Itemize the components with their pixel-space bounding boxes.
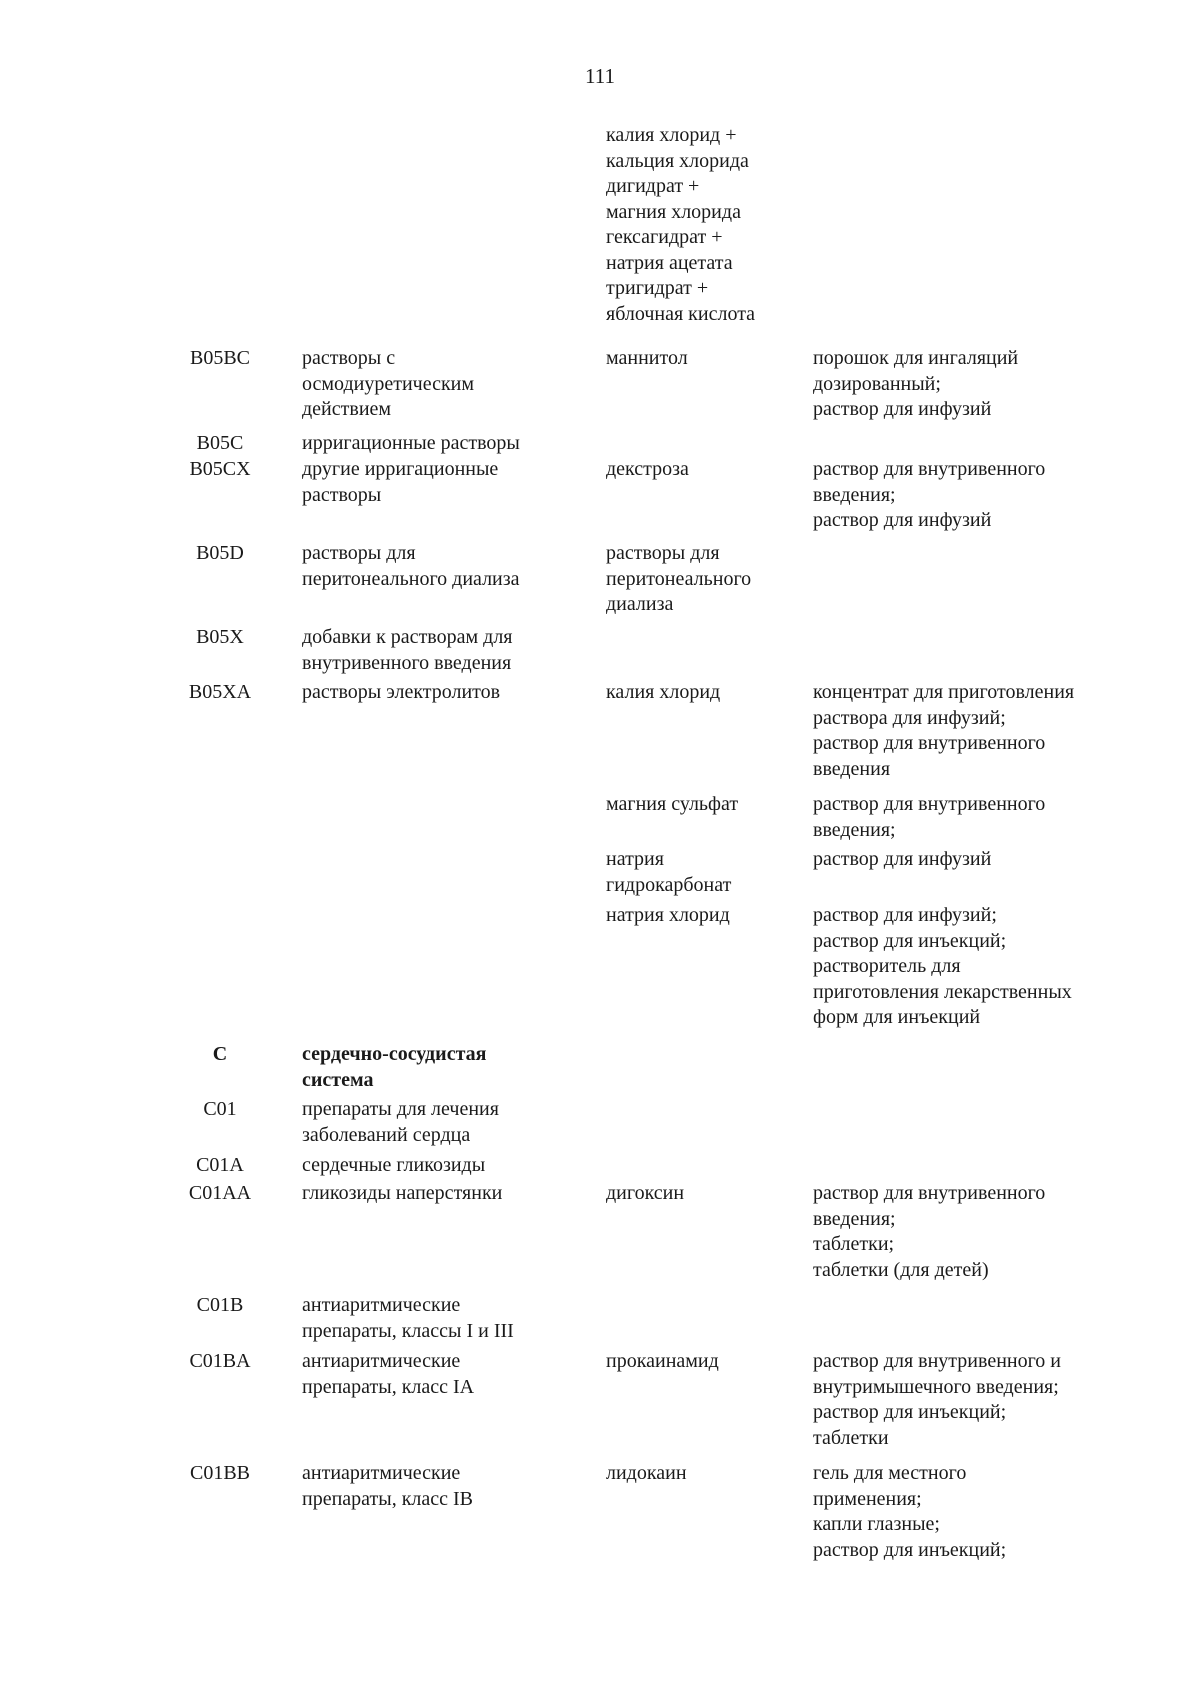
text-line: дигидрат + [606, 175, 700, 197]
text-line: растворитель для [813, 955, 961, 977]
atc-code [165, 1461, 275, 1487]
anatomical-group [302, 1153, 587, 1179]
text-line: натрия [606, 848, 664, 870]
text-line: раствор для инфузий [813, 509, 992, 531]
anatomical-group [302, 1461, 587, 1512]
text-line: B05BC [189, 347, 251, 369]
atc-code [165, 346, 275, 372]
text-line: раствор для инъекций; [813, 1538, 1007, 1561]
text-line: магния сульфат [606, 793, 739, 815]
drug-name [606, 1461, 801, 1487]
text-line: декстроза [606, 458, 689, 480]
anatomical-group [302, 1042, 587, 1093]
anatomical-group [302, 680, 587, 706]
drug-name [606, 1349, 801, 1375]
text-line: раствор для внутривенного [813, 732, 1046, 754]
text-line: B05XA [188, 681, 252, 703]
text-line: действием [302, 398, 392, 420]
text-line: раствор для инфузий [813, 398, 992, 420]
atc-code [165, 1097, 275, 1123]
anatomical-group [302, 625, 587, 676]
text-line: C01 [203, 1098, 237, 1120]
text-line: введения; [813, 483, 896, 506]
text-line: раствор для инъекций; [813, 1401, 1007, 1423]
text-line: растворы электролитов [302, 681, 501, 703]
text-line: таблетки [813, 1426, 889, 1449]
page-number: 111 [585, 64, 615, 88]
dosage-forms [813, 1349, 1158, 1451]
text-line: раствор для внутривенного [813, 458, 1046, 480]
text-line: калия хлорид [606, 681, 721, 703]
text-line: раствор для внутривенного и [813, 1350, 1062, 1372]
text-line: дигоксин [606, 1182, 685, 1204]
text-line: C01BA [189, 1350, 251, 1372]
text-line: антиаритмические [302, 1462, 461, 1484]
text-line: растворы для [302, 542, 416, 564]
text-line: система [302, 1068, 374, 1091]
atc-code [165, 1349, 275, 1375]
anatomical-group [302, 541, 587, 592]
drug-name [606, 457, 801, 483]
text-line: C01AA [188, 1182, 252, 1204]
drug-name [606, 847, 801, 898]
text-line: B05CX [189, 458, 251, 480]
text-line: введения; [813, 818, 896, 841]
drug-name [606, 123, 801, 327]
text-line: калия хлорид + [606, 124, 737, 146]
atc-code [165, 431, 275, 457]
dosage-forms [813, 1181, 1158, 1283]
dosage-forms [813, 457, 1158, 534]
text-line: сердечные гликозиды [302, 1154, 486, 1176]
atc-code [165, 1181, 275, 1207]
atc-code [165, 541, 275, 567]
text-line: B05D [196, 542, 244, 564]
text-line: добавки к растворам для [302, 626, 513, 648]
anatomical-group [302, 1097, 587, 1148]
atc-code [165, 1293, 275, 1319]
text-line: приготовления лекарственных [813, 980, 1072, 1003]
text-line: препараты, классы I и III [302, 1319, 514, 1342]
text-line: концентрат для приготовления [813, 681, 1075, 703]
dosage-forms [813, 903, 1158, 1031]
text-line: гликозиды наперстянки [302, 1182, 503, 1204]
anatomical-group [302, 346, 587, 423]
text-line: антиаритмические [302, 1350, 461, 1372]
text-line: натрия хлорид [606, 904, 730, 926]
anatomical-group [302, 1293, 587, 1344]
text-line: диализа [606, 593, 674, 615]
text-line: B05C [196, 432, 244, 454]
text-line: форм для инъекций [813, 1006, 981, 1028]
text-line: C01BB [189, 1462, 251, 1484]
text-line: C [212, 1043, 228, 1065]
text-line: раствора для инфузий; [813, 706, 1006, 729]
text-line: таблетки; [813, 1233, 895, 1255]
text-line: лидокаин [606, 1462, 687, 1484]
text-line: гель для местного [813, 1462, 967, 1484]
text-line: внутримышечного введения; [813, 1375, 1059, 1398]
atc-code [165, 625, 275, 651]
drug-name [606, 346, 801, 372]
text-line: сердечно-сосудистая [302, 1043, 487, 1065]
dosage-forms [813, 847, 1158, 873]
text-line: натрия ацетата [606, 251, 733, 274]
text-line: порошок для ингаляций [813, 347, 1019, 369]
text-line: другие ирригационные [302, 458, 499, 480]
text-line: C01A [196, 1154, 244, 1176]
text-line: антиаритмические [302, 1294, 461, 1316]
text-line: магния хлорида [606, 200, 741, 223]
text-line: раствор для инъекций; [813, 929, 1007, 952]
anatomical-group [302, 1181, 587, 1207]
text-line: перитонеального диализа [302, 567, 520, 590]
anatomical-group [302, 457, 587, 508]
text-line: C01B [196, 1294, 244, 1316]
text-line: раствор для внутривенного [813, 793, 1046, 815]
text-line: осмодиуретическим [302, 372, 475, 395]
text-line: ирригационные растворы [302, 432, 520, 454]
drug-name [606, 541, 801, 618]
text-line: маннитол [606, 347, 688, 369]
text-line: раствор для инфузий [813, 848, 992, 870]
text-line: дозированный; [813, 372, 941, 395]
text-line: гидрокарбонат [606, 873, 732, 896]
text-line: перитонеального [606, 567, 752, 590]
anatomical-group [302, 1349, 587, 1400]
dosage-forms [813, 1461, 1158, 1563]
drug-name [606, 680, 801, 706]
atc-code [165, 457, 275, 483]
text-line: препараты для лечения [302, 1098, 499, 1120]
text-line: капли глазные; [813, 1513, 940, 1535]
text-line: растворы [302, 483, 382, 506]
text-line: тригидрат + [606, 277, 709, 299]
text-line: применения; [813, 1487, 922, 1510]
atc-code [165, 1153, 275, 1179]
dosage-forms [813, 346, 1158, 423]
text-line: заболеваний сердца [302, 1123, 471, 1146]
text-line: внутривенного введения [302, 651, 512, 674]
text-line: гексагидрат + [606, 226, 723, 248]
text-line: введения [813, 757, 891, 780]
text-line: яблочная кислота [606, 302, 756, 325]
text-line: растворы для [606, 542, 720, 564]
atc-code [165, 680, 275, 706]
text-line: таблетки (для детей) [813, 1258, 989, 1281]
drug-name [606, 792, 801, 818]
text-line: препараты, класс IB [302, 1487, 474, 1510]
text-line: введения; [813, 1207, 896, 1230]
dosage-forms [813, 680, 1158, 782]
text-line: B05X [196, 626, 244, 648]
text-line: раствор для внутривенного [813, 1182, 1046, 1204]
text-line: прокаинамид [606, 1350, 719, 1372]
text-line: кальция хлорида [606, 149, 749, 172]
text-line: препараты, класс IA [302, 1375, 475, 1398]
dosage-forms [813, 792, 1158, 843]
atc-code [165, 1042, 275, 1068]
text-line: раствор для инфузий; [813, 904, 997, 926]
anatomical-group [302, 431, 587, 457]
text-line: растворы с [302, 347, 396, 369]
drug-name [606, 903, 801, 929]
drug-name [606, 1181, 801, 1207]
